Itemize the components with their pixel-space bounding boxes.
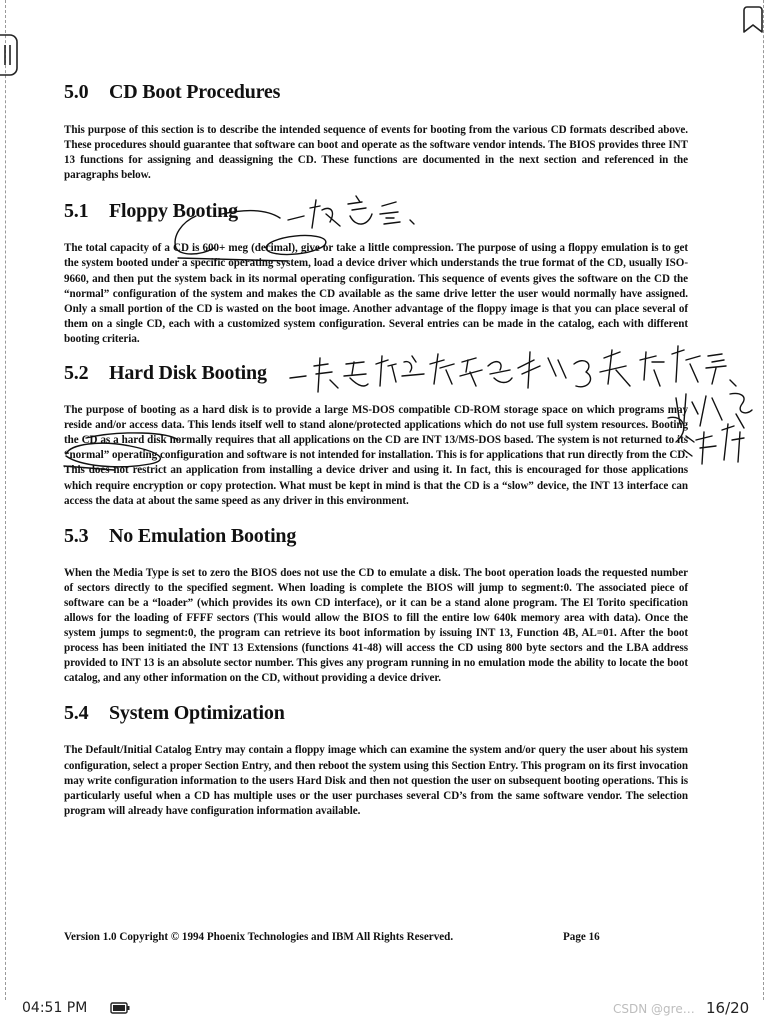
section-title: Floppy Booting [109,200,238,223]
section-heading [64,702,688,725]
copyright-text: Version 1.0 Copyright © 1994 Phoenix Technologies and IBM All Rights Reserved. [64,931,454,943]
section-number: 5.0 [64,81,89,103]
page-counter: 16/20 [706,999,750,1017]
section-5-3 [64,525,688,687]
page-number: Page 16 [563,931,600,943]
bookmark-icon[interactable] [742,6,764,34]
section-number: 5.2 [64,362,89,385]
document-page [64,78,688,819]
section-heading [64,525,688,548]
section-body: This purpose of this section is to describe the intended sequence of events for booting from the various CD formats described above. These procedures should guarantee that software can boot and operate as the software vendor intends. The BIOS provides three INT 13 functions for assigning and deassigning the CD. These functions are documented in the next section and referenced in the paragraphs below. [64,124,688,182]
section-number: 5.3 [64,524,89,547]
section-5-2 [64,362,688,509]
battery-icon [110,1002,130,1014]
section-heading [64,81,688,104]
section-body: The Default/Initial Catalog Entry may contain a floppy image which can examine the system and/or query the user about his system configuration, select a proper Section Entry, and then reboot the system using this Section Entry. This program on its first invocation may write configuration information to the users Hard Disk and then not question the user on subsequent booting operations. This is particularly useful when a CD has multiple uses or the user purchases several CD’s from the same software vendor. The selection program will already have configuration information available. [64,744,688,817]
clock-time: 04:51 PM [22,1000,88,1016]
section-body: The purpose of booting as a hard disk is to provide a large MS-DOS compatible CD-ROM storage space on which programs may reside and/or access data. This lends itself well to stand alone/protected applications which do not use full system resources. Booting the CD as a hard disk normally requires that all applications on the CD are INT 13/MS-DOS based. The system is not returned to its “normal” operating configuration and software is not intended for installation. This is for applications that run directly from the CD. This does not restrict an application from installing a device driver and using it. In fact, this is encouraged for those applications which require encryption or copy protection. What must be kept in mind is that the CD is a “slow” device, the INT 13 interface can access the data at about the same speed as any driver in this environment. [64,404,688,507]
section-title: Hard Disk Booting [109,362,267,385]
section-body: When the Media Type is set to zero the BIOS does not use the CD to emulate a disk. The boot operation loads the requested number of sectors directly to the specified segment. When loading is complete the BIOS will jump to segment:0. The associated piece of software can be a “loader” (which provides its own CD interface), or it can be a stand alone program. The El Torito specification allows for the loading of FFFF sectors (This would allow the BIOS to fill the entire low 640k memory area with data). Once the system jumps to segment:0, the program can retrieve its boot information by issuing INT 13, Function 4B, AL=01. After the boot process has been initiated the INT 13 Extensions (functions 41-48) will access the CD using 800 byte sectors and the LBA address provided to INT 13 is an absolute sector number. This gives any program running in no emulation mode the ability to locate the boot catalog, and any other information on the CD, without providing a device driver. [64,566,688,685]
page-edge-left [5,0,6,1000]
section-number: 5.4 [64,702,89,725]
menu-icon[interactable] [0,33,18,77]
section-heading [64,200,688,223]
section-number: 5.1 [64,200,89,223]
section-5-0 [64,81,688,183]
status-bar [0,996,768,1024]
section-5-1 [64,200,688,347]
page-footer [64,931,600,943]
section-5-4 [64,702,688,818]
section-heading [64,362,688,385]
watermark-text: CSDN @gre… [613,1002,695,1016]
page-edge-right [763,0,764,1000]
section-title: System Optimization [109,702,285,725]
section-title: CD Boot Procedures [109,81,281,103]
section-body: The total capacity of a CD is 600+ meg (decimal), give or take a little compression. The purpose of using a floppy emulation is to get the system booted under a specific operating system, load a device driver which understands the true format of the CD, usually ISO-9660, and then put the system back in its normal operating configuration. This sequence of events gives the software on the CD the “normal” configuration of the system and makes the CD available as the same drive letter the user would normally have assigned. Only a small portion of the CD is wasted on the boot image. Another advantage of the floppy image is that you can place several of them on a single CD, each with a customized system configuration. Several entries can be made in the catalog, each with different booting criteria. [64,242,688,345]
section-title: No Emulation Booting [109,524,297,547]
